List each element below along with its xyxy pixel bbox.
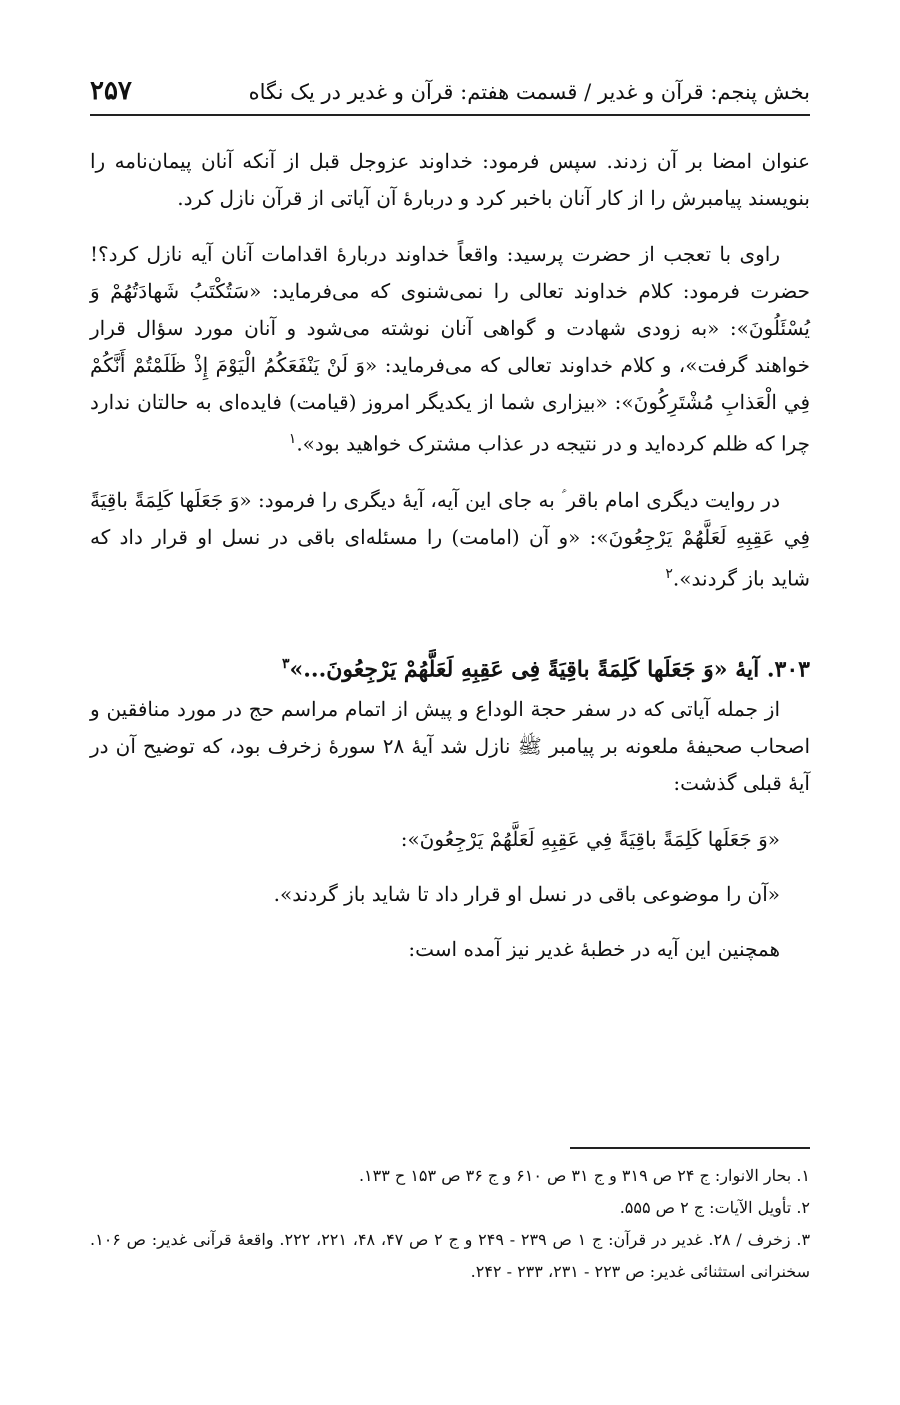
page-number: ۲۵۷ [90, 76, 132, 106]
section-heading-text: ۳۰۳. آیۀ «وَ جَعَلَها كَلِمَةً باقِيَةً فِی عَقِبِهِ لَعَلَّهُمْ يَرْجِعُونَ...» [289, 656, 810, 683]
page-header [90, 68, 810, 116]
quoted-verse: «وَ جَعَلَها كَلِمَةً باقِيَةً فِي عَقِبِهِ لَعَلَّهُمْ يَرْجِعُونَ»: [400, 826, 780, 851]
paragraph-3-part-a: در روایت دیگری امام باقر ؑ به جای این آیه، آیۀ دیگری را فرمود: « [239, 487, 780, 512]
footnote-2: ۲. تأویل الآیات: ج ۲ ص ۵۵۵. [619, 1198, 810, 1217]
paragraph-3 [90, 482, 810, 598]
footnote-ref-1[interactable]: ۱ [288, 431, 297, 447]
quran-verse-1: سَتُكْتَبُ شَهادَتُهُمْ وَ يُسْئَلُونَ [90, 279, 810, 340]
section-heading [90, 643, 810, 690]
paragraph-1: عنوان امضا بر آن زدند. سپس فرمود: خداوند عزوجل قبل از آنکه آنان پیمان‌نامه را بنویسند پیامبرش را از کار آنان باخبر کرد و دربارۀ آن آیاتی از قرآن نازل کرد. [90, 149, 810, 210]
paragraph-3-part-b: »: «و آن (امامت) را مسئله‌ای باقی در نسل او قرار داد که شاید باز گردند». [90, 524, 810, 591]
paragraph-2-part-a: راوی با تعجب از حضرت پرسید: واقعاً خداوند دربارۀ اقدامات آنان آیه نازل کرد؟! حضرت فرمود: کلام خداوند تعالی را نمی‌شنوی که می‌فرماید: « [90, 242, 810, 303]
quran-verse-2: وَ لَنْ يَنْفَعَكُمُ الْيَوْمَ إِذْ ظَلَمْتُمْ أَنَّكُمْ فِي الْعَذابِ مُشْتَرِكُونَ [90, 353, 811, 414]
paragraph-2-part-c: »: «بیزاری شما از یکدیگر امروز (قیامت) فایده‌ای به حالتان ندارد چرا که ظلم کرده‌اید و در نتیجه در عذاب مشترک خواهید بود». [90, 390, 810, 456]
quran-verse-3: وَ جَعَلَها كَلِمَةً باقِيَةً فِي عَقِبِهِ لَعَلَّهُمْ يَرْجِعُونَ [90, 487, 811, 549]
footnote-3: ۳. زخرف / ۲۸. غدیر در قرآن: ج ۱ ص ۲۳۹ - ۲۴۹ و ج ۲ ص ۴۷، ۴۸، ۲۲۱، ۲۲۲. واقعۀ قرآنی غدیر: ص ۱۰۶. سخنرانی استثنائی غدیر: ص ۲۲۳ - ۲۳۱، ۲۳۳ - ۲۴۲. [90, 1230, 811, 1281]
running-title: بخش پنجم: قرآن و غدیر / قسمت هفتم: قرآن و غدیر در یک نگاه [248, 80, 810, 104]
footnote-ref-2[interactable]: ۲ [665, 565, 673, 582]
quoted-translation: «آن را موضوعی باقی در نسل او قرار داد تا شاید باز گردند». [273, 881, 780, 906]
main-text [90, 143, 810, 986]
footnote-ref-3[interactable]: ۳ [281, 656, 290, 673]
footnotes [90, 1160, 810, 1288]
paragraph-2 [90, 236, 810, 463]
footnote-divider [570, 1147, 810, 1149]
paragraph-4: از جمله آیاتی که در سفر حجة الوداع و پیش از اتمام مراسم حج در مورد منافقین و اصحاب صحیفۀ ملعونه بر پیامبر ﷺ نازل شد آیۀ ۲۸ سورۀ زخرف بود، که توضیح آن در آیۀ قبلی گذشت: [90, 696, 810, 795]
paragraph-5: همچنین این آیه در خطبۀ غدیر نیز آمده است: [408, 936, 780, 961]
paragraph-2-part-b: »: «به زودی شهادت و گواهی آنان نوشته می‌شود و آنان مورد سؤال قرار خواهند گرفت»، و کلام خداوند تعالی که می‌فرماید: « [90, 316, 810, 377]
footnote-1: ۱. بحار الانوار: ج ۲۴ ص ۳۱۹ و ج ۳۱ ص ۶۱۰ و ج ۳۶ ص ۱۵۳ ح ۱۳۳. [358, 1166, 810, 1185]
